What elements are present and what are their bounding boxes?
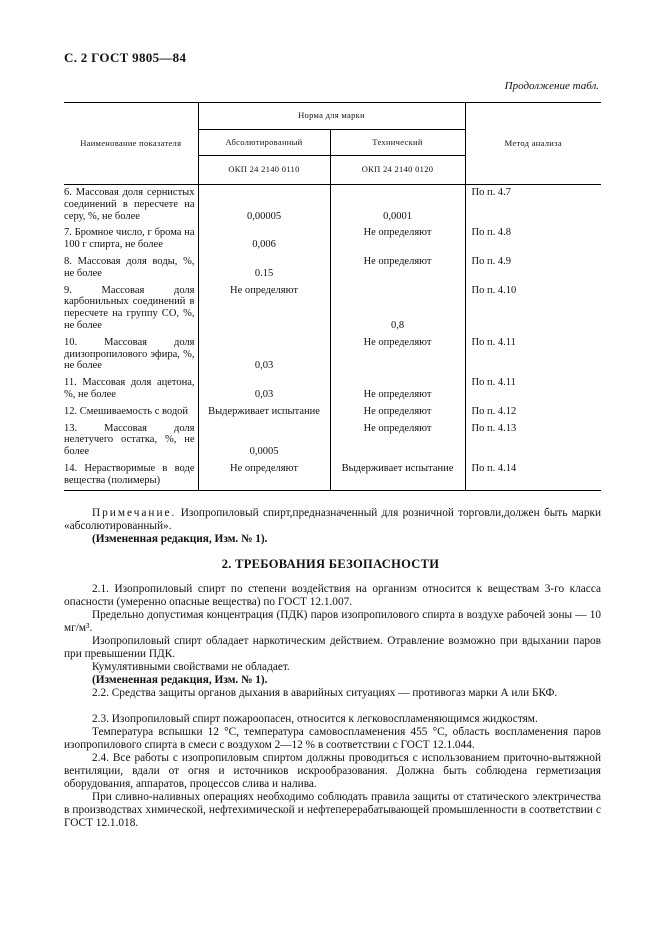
- page-header: С. 2 ГОСТ 9805—84: [64, 50, 187, 65]
- col-tech-header: Технический: [330, 130, 465, 156]
- row-name: 8. Массовая доля воды, %, не более: [64, 255, 195, 279]
- row-tech: Выдерживает испытание: [330, 461, 465, 490]
- row-method: По п. 4.8: [465, 225, 601, 254]
- section-title: 2. ТРЕБОВАНИЯ БЕЗОПАСНОСТИ: [221, 557, 440, 571]
- row-method: По п. 4.11: [465, 335, 601, 375]
- row-method: По п. 4.10: [465, 283, 601, 335]
- table-row: [64, 283, 601, 335]
- table-row: [64, 404, 601, 421]
- row-name: 9. Массовая доля карбонильных соединений в пересчете на группу CO, %, не более: [64, 284, 195, 331]
- row-abs: 0.15: [198, 254, 330, 283]
- paragraph: 2.4. Все работы с изопропиловым спиртом должны проводиться с использованием приточно-вытяжной вентиляции, вдали от огня и источников искрообразования. Должна быть соблюдена герметизация оборудования, аппаратов, процессов слива и налива.: [64, 752, 601, 791]
- table-row: [64, 461, 601, 490]
- okp-tech: ОКП 24 2140 0120: [330, 156, 465, 185]
- row-name: 14. Нерастворимые в воде вещества (полимеры): [64, 461, 198, 490]
- row-tech: 0,8: [330, 283, 465, 335]
- row-abs: 0,0005: [198, 421, 330, 461]
- row-name: 10. Массовая доля диизопропилового эфира, %, не более: [64, 336, 195, 372]
- row-method: По п. 4.12: [465, 404, 601, 421]
- row-tech: Не определяют: [330, 225, 465, 254]
- col-method-header: Метод анализа: [465, 103, 601, 185]
- row-abs: 0,03: [198, 335, 330, 375]
- row-method: По п. 4.13: [465, 421, 601, 461]
- paragraph: 2.2. Средства защиты органов дыхания в аварийных ситуациях — противогаз марки А или БКФ.: [92, 687, 558, 699]
- col-abs-header: Абсолютированный: [198, 130, 330, 156]
- table-row: [64, 185, 601, 226]
- spec-table: [64, 102, 601, 491]
- row-method: По п. 4.7: [465, 185, 601, 226]
- row-tech: 0,0001: [330, 185, 465, 226]
- paragraph: Температура вспышки 12 °С, температура самовоспламенения 455 °С, область воспламенения паров изопропилового спирта в смеси с воздухом 2—12 % в соответствии с ГОСТ 12.1.044.: [64, 726, 601, 752]
- paragraph: Кумулятивными свойствами не обладает.: [92, 661, 290, 673]
- amendment-note: (Измененная редакция, Изм. № 1).: [92, 533, 268, 545]
- paragraph: Изопропиловый спирт обладает наркотическим действием. Отравление возможно при вдыхании паров при превышении ПДК.: [64, 635, 601, 661]
- row-method: По п. 4.14: [465, 461, 601, 490]
- paragraph: 2.3. Изопропиловый спирт пожароопасен, относится к легковоспламеняющимся жидкостям.: [92, 713, 538, 725]
- note-label: Примечание.: [92, 507, 177, 519]
- row-abs: 0,00005: [198, 185, 330, 226]
- paragraph: При сливно-наливных операциях необходимо соблюдать правила защиты от статического электричества в производствах химической, нефтехимической и нефтеперерабатывающей промышленности в соответствии с ГОСТ 12.1.018.: [64, 791, 601, 830]
- table-row: [64, 254, 601, 283]
- row-name: 6. Массовая доля сернистых соединений в пересчете на серу, %, не более: [64, 187, 195, 222]
- okp-abs: ОКП 24 2140 0110: [198, 156, 330, 185]
- row-abs: Не определяют: [198, 461, 330, 490]
- row-method: По п. 4.11: [465, 375, 601, 404]
- row-tech: Не определяют: [330, 404, 465, 421]
- row-name: 13. Массовая доля нелетучего остатка, %, не более: [64, 422, 195, 458]
- table-row: [64, 421, 601, 461]
- row-abs: 0,03: [198, 375, 330, 404]
- table-row: [64, 335, 601, 375]
- amendment-note: (Измененная редакция, Изм. № 1).: [92, 674, 268, 686]
- table-row: [64, 375, 601, 404]
- paragraph: Предельно допустимая концентрация (ПДК) паров изопропилового спирта в воздухе рабочей зоны — 10 мг/м³.: [64, 609, 601, 635]
- row-abs: 0,006: [198, 225, 330, 254]
- table-row: [64, 225, 601, 254]
- row-name: 11. Массовая доля ацетона, %, не более: [64, 377, 195, 400]
- row-tech: Не определяют: [330, 421, 465, 461]
- row-name: 12. Смешиваемость с водой: [64, 405, 189, 417]
- continuation-label: Продолжение табл.: [504, 80, 599, 92]
- row-name: 7. Бромное число, г брома на 100 г спирта, не более: [64, 227, 195, 251]
- note-text: Изопропиловый спирт,предназначенный для розничной торговли,должен быть марки «абсолютированный».: [64, 507, 602, 533]
- row-tech: Не определяют: [330, 254, 465, 283]
- row-method: По п. 4.9: [465, 254, 601, 283]
- row-tech: Не определяют: [330, 335, 465, 375]
- row-abs: Не определяют: [198, 283, 330, 335]
- row-tech: Не определяют: [330, 375, 465, 404]
- norm-group-header: Норма для марки: [198, 103, 465, 130]
- paragraph: 2.1. Изопропиловый спирт по степени воздействия на организм относится к веществам 3-го класса опасности (умеренно опасные вещества) по ГОСТ 12.1.007.: [64, 583, 601, 609]
- col-name-header: Наименование показателя: [64, 103, 198, 185]
- row-abs: Выдерживает испытание: [198, 404, 330, 421]
- table-note: [64, 507, 601, 533]
